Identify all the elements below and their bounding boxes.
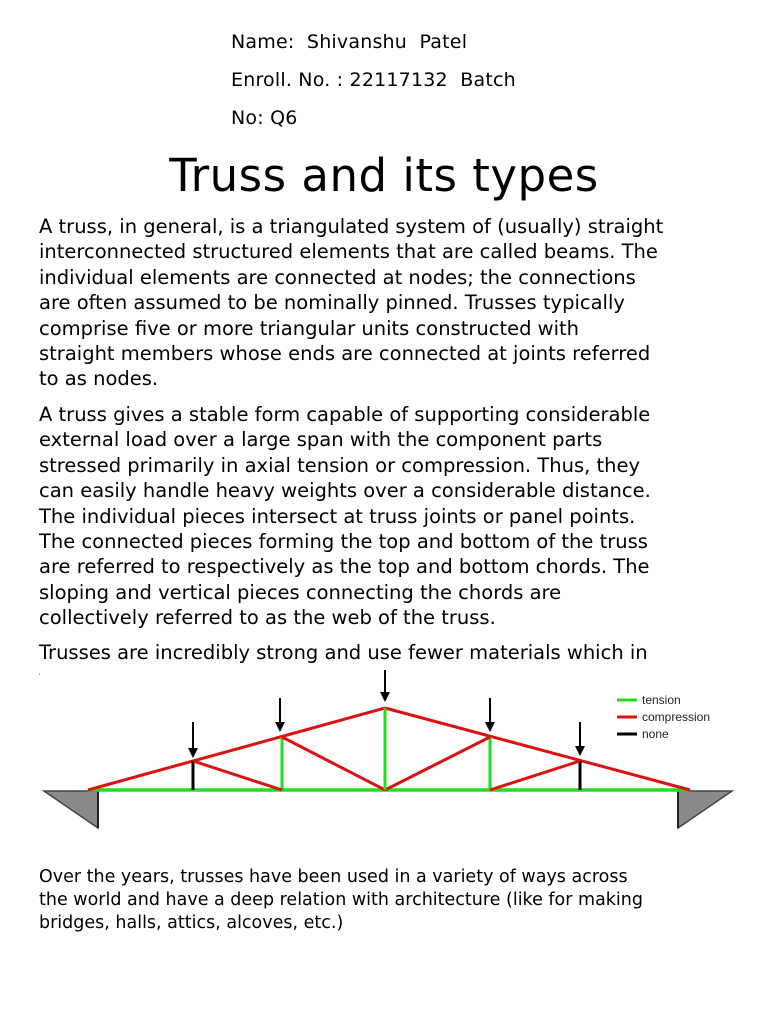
- paragraph-truss-history: Over the years, trusses have been used in a variety of ways across the world and have a deep relation with architecture (like for making bridges, halls, attics, alcoves, etc.): [39, 867, 643, 933]
- legend-compression-label: compression: [642, 710, 711, 724]
- load-arrow-5: [575, 722, 585, 756]
- legend-tension-label: tension: [642, 693, 681, 707]
- load-arrow-2: [275, 698, 285, 732]
- load-arrow-3: [380, 670, 390, 702]
- truss-diagram: [40, 666, 736, 836]
- paragraph-truss-strength: Trusses are incredibly strong and use fewer materials which in: [39, 641, 648, 664]
- diagonal-member-3: [385, 737, 490, 790]
- top-chord-left: [88, 708, 385, 790]
- legend-none-label: none: [642, 727, 669, 741]
- diagonal-member-1: [193, 761, 282, 790]
- diagonal-member-4: [490, 761, 580, 790]
- paragraph-truss-stability: A truss gives a stable form capable of supporting considerable external load over a large span with the component parts stressed primarily in axial tension or compression. Thus, they can easily handle heavy weights over a considerable distance. The individual pieces intersect at truss joints or panel points. The connected pieces forming the top and bottom of the truss are referred to respectively as the top and bottom chords. The sloping and vertical pieces connecting the chords are collectively referred to as the web of the truss.: [39, 403, 651, 630]
- paragraph-truss-definition: A truss, in general, is a triangulated system of (usually) straight interconnected structured elements that are called beams. The individual elements are connected at nodes; the connections are often assumed to be nominally pinned. Trusses typically comprise five or more triangular units constructed with straight members whose ends are connected at joints referred to as nodes.: [39, 215, 664, 391]
- diagonal-member-2: [282, 737, 385, 790]
- right-support: [678, 791, 732, 828]
- student-name-line: Name: Shivanshu Patel: [231, 31, 468, 53]
- left-support: [44, 791, 98, 828]
- batch-line: No: Q6: [231, 107, 298, 129]
- enrollment-line: Enroll. No. : 22117132 Batch: [231, 69, 516, 91]
- load-arrow-1: [188, 722, 198, 758]
- load-arrow-4: [485, 698, 495, 732]
- legend: [617, 693, 710, 741]
- page-title: Truss and its types: [169, 149, 599, 202]
- truss-diagram-svg: [40, 666, 736, 836]
